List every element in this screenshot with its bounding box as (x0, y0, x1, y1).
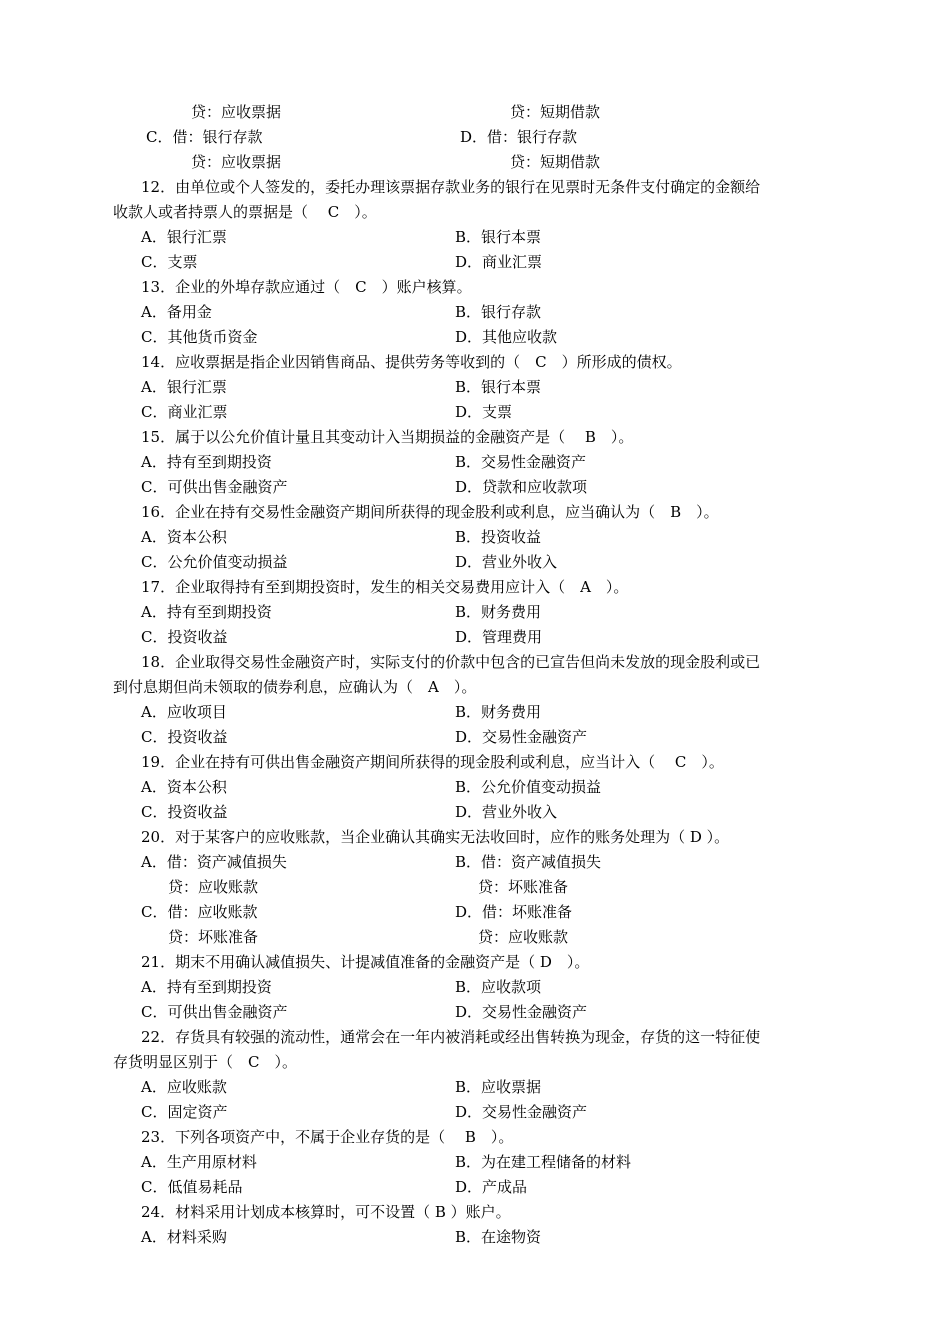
option-d: D．商业汇票 (455, 253, 543, 271)
option-row (113, 450, 843, 475)
option-row (113, 900, 843, 925)
option-b: B．应收票据 (455, 1078, 542, 1096)
option-row (113, 400, 843, 425)
option-d: D．交易性金融资产 (455, 1003, 588, 1021)
option-c: C．投资收益 (141, 728, 228, 746)
option-text: 贷：应收账款 (168, 878, 259, 896)
question-stem-continued: 收款人或者持票人的票据是（ C ）。 (113, 203, 377, 221)
option-row (113, 725, 843, 750)
option-d: D．交易性金融资产 (455, 1103, 588, 1121)
question-stem: 21．期末不用确认减值损失、计提减值准备的金融资产是（ D ）。 (141, 953, 590, 971)
question-stem-continued: 到付息期但尚未领取的债券利息，应确认为（ A ）。 (113, 678, 477, 696)
option-b: B．财务费用 (455, 703, 542, 721)
option-c: C．公允价值变动损益 (141, 553, 288, 571)
option-d: D．贷款和应收款项 (455, 478, 588, 496)
question-stem: 16．企业在持有交易性金融资产期间所获得的现金股利或利息，应当确认为（ B ）。 (141, 503, 719, 521)
option-a: A．资本公积 (141, 778, 227, 796)
option-row (113, 100, 843, 125)
option-row (113, 775, 843, 800)
option-d: D．营业外收入 (455, 803, 558, 821)
option-d: D．支票 (455, 403, 513, 421)
option-b: B．在途物资 (455, 1228, 542, 1246)
option-row (113, 525, 843, 550)
option-c: C．可供出售金融资产 (141, 478, 288, 496)
option-row (113, 800, 843, 825)
option-row (113, 150, 843, 175)
option-text: 贷：应收票据 (191, 153, 282, 171)
option-a: A．生产用原材料 (141, 1153, 257, 1171)
question-stem: 12．由单位或个人签发的，委托办理该票据存款业务的银行在见票时无条件支付确定的金额给 (141, 178, 761, 196)
option-row (113, 1225, 843, 1250)
option-d: D．管理费用 (455, 628, 543, 646)
option-row (113, 550, 843, 575)
option-d: D．其他应收款 (455, 328, 558, 346)
option-b: B．财务费用 (455, 603, 542, 621)
option-a: A．材料采购 (141, 1228, 227, 1246)
option-b: B．银行本票 (455, 378, 542, 396)
option-d: D．营业外收入 (455, 553, 558, 571)
option-c: C．借：应收账款 (141, 903, 258, 921)
option-a: A．应收账款 (141, 1078, 227, 1096)
option-c: C．其他货币资金 (141, 328, 258, 346)
question-stem: 18．企业取得交易性金融资产时，实际支付的价款中包含的已宣告但尚未发放的现金股利或已 (141, 653, 761, 671)
option-b: B．银行本票 (455, 228, 542, 246)
option-c: C．低值易耗品 (141, 1178, 243, 1196)
option-c: C．商业汇票 (141, 403, 228, 421)
option-row (113, 1100, 843, 1125)
option-d: D．交易性金融资产 (455, 728, 588, 746)
question-stem: 14．应收票据是指企业因销售商品、提供劳务等收到的（ C ）所形成的债权。 (141, 353, 682, 371)
option-row (113, 600, 843, 625)
option-d: D．借：银行存款 (460, 128, 578, 146)
option-row (113, 225, 843, 250)
option-text: 贷：坏账准备 (478, 878, 569, 896)
option-row (113, 875, 843, 900)
question-stem: 19．企业在持有可供出售金融资产期间所获得的现金股利或利息，应当计入（ C ）。 (141, 753, 724, 771)
option-text: 贷：短期借款 (510, 103, 601, 121)
question-stem: 17．企业取得持有至到期投资时，发生的相关交易费用应计入（ A ）。 (141, 578, 629, 596)
question-stem: 15．属于以公允价值计量且其变动计入当期损益的金融资产是（ B ）。 (141, 428, 634, 446)
option-row (113, 325, 843, 350)
question-stem: 13．企业的外埠存款应通过（ C ）账户核算。 (141, 278, 472, 296)
option-row (113, 925, 843, 950)
option-a: A．持有至到期投资 (141, 453, 272, 471)
option-text: 贷：应收账款 (478, 928, 569, 946)
option-b: B．为在建工程储备的材料 (455, 1153, 632, 1171)
option-a: A．借：资产减值损失 (141, 853, 287, 871)
option-text: 贷：坏账准备 (168, 928, 259, 946)
option-a: A．应收项目 (141, 703, 227, 721)
option-b: B．银行存款 (455, 303, 542, 321)
option-c: C．投资收益 (141, 803, 228, 821)
option-a: A．持有至到期投资 (141, 603, 272, 621)
option-row (113, 250, 843, 275)
option-text: 贷：应收票据 (191, 103, 282, 121)
option-row (113, 1175, 843, 1200)
option-a: A．备用金 (141, 303, 212, 321)
option-b: B．投资收益 (455, 528, 542, 546)
option-row (113, 975, 843, 1000)
option-row (113, 700, 843, 725)
option-a: A．银行汇票 (141, 228, 227, 246)
option-row (113, 625, 843, 650)
option-c: C．固定资产 (141, 1103, 228, 1121)
question-stem: 22．存货具有较强的流动性，通常会在一年内被消耗或经出售转换为现金，存货的这一特征使 (141, 1028, 761, 1046)
option-c: C．借：银行存款 (146, 128, 263, 146)
option-row (113, 1075, 843, 1100)
option-row (113, 375, 843, 400)
option-row (113, 1150, 843, 1175)
option-d: D．产成品 (455, 1178, 528, 1196)
option-d: D．借：坏账准备 (455, 903, 573, 921)
option-b: B．公允价值变动损益 (455, 778, 602, 796)
question-stem: 24．材料采用计划成本核算时，可不设置（ B ）账户。 (141, 1203, 511, 1221)
question-stem: 23．下列各项资产中，不属于企业存货的是（ B ）。 (141, 1128, 514, 1146)
option-b: B．借：资产减值损失 (455, 853, 602, 871)
option-a: A．资本公积 (141, 528, 227, 546)
option-c: C．投资收益 (141, 628, 228, 646)
option-c: C．支票 (141, 253, 198, 271)
option-c: C．可供出售金融资产 (141, 1003, 288, 1021)
question-stem: 20．对于某客户的应收账款，当企业确认其确实无法收回时，应作的账务处理为（ D ）。 (141, 828, 730, 846)
option-a: A．持有至到期投资 (141, 978, 272, 996)
option-b: B．交易性金融资产 (455, 453, 587, 471)
question-list (113, 100, 843, 1250)
option-row (113, 300, 843, 325)
option-row (113, 850, 843, 875)
option-row (113, 475, 843, 500)
option-row (113, 1000, 843, 1025)
option-row (113, 125, 843, 150)
option-text: 贷：短期借款 (510, 153, 601, 171)
question-stem-continued: 存货明显区别于（ C ）。 (113, 1053, 297, 1071)
option-b: B．应收款项 (455, 978, 542, 996)
option-a: A．银行汇票 (141, 378, 227, 396)
